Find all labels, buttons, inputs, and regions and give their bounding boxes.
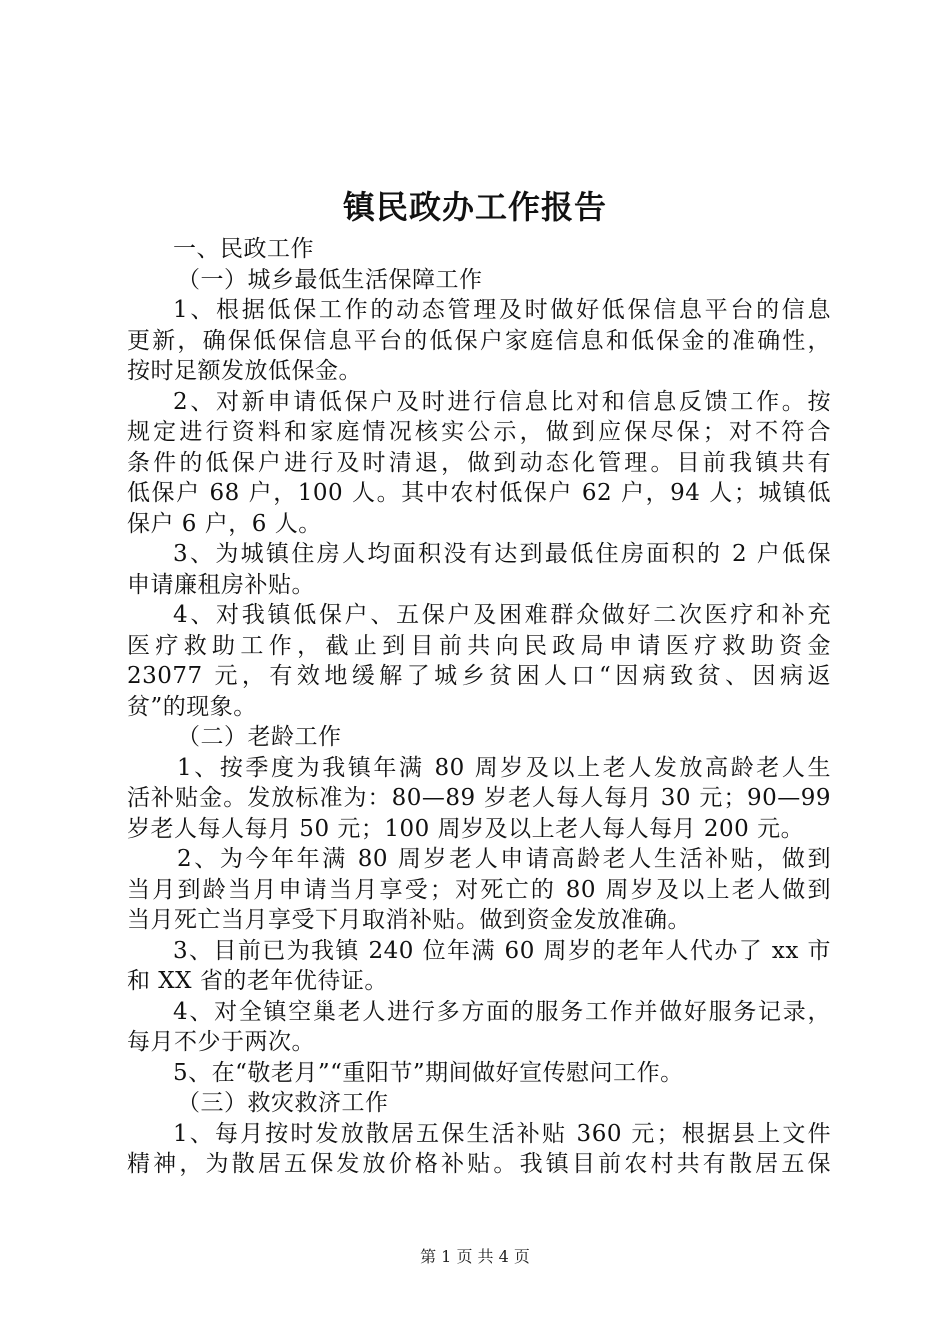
text-line: 贫”的现象。 <box>127 693 257 720</box>
document-body <box>127 234 831 1180</box>
text-line: 条件的低保户进行及时清退，做到动态化管理。目前我镇共有 <box>127 449 831 476</box>
text-line: 2、为今年年满 80 周岁老人申请高龄老人生活补贴，做到 <box>177 846 831 872</box>
text-line: 1、根据低保工作的动态管理及时做好低保信息平台的信息 <box>173 297 831 323</box>
text-line: （三）救灾救济工作 <box>177 1090 389 1116</box>
text-line: 和 XX 省的老年优待证。 <box>127 968 388 994</box>
page-footer: 第 1 页 共 4 页 <box>420 1247 530 1266</box>
text-line: 1、按季度为我镇年满 80 周岁及以上老人发放高龄老人生 <box>177 754 831 781</box>
text-line: 1、每月按时发放散居五保生活补贴 360 元；根据县上文件 <box>173 1120 831 1147</box>
document-title: 镇民政办工作报告 <box>342 188 607 226</box>
text-line: 保户 6 户，6 人。 <box>127 510 322 537</box>
text-line: 4、对全镇空巢老人进行多方面的服务工作并做好服务记录， <box>173 998 831 1025</box>
text-line: 23077 元，有效地缓解了城乡贫困人口“因病致贫、因病返 <box>127 663 831 689</box>
text-line: 申请廉租房补贴。 <box>127 571 315 598</box>
text-line: 3、为城镇住房人均面积没有达到最低住房面积的 2 户低保 <box>173 541 831 567</box>
text-line: 每月不少于两次。 <box>127 1029 315 1055</box>
text-line: 当月死亡当月享受下月取消补贴。做到资金发放准确。 <box>127 907 691 933</box>
text-line: 岁老人每人每月 50 元；100 周岁及以上老人每人每月 200 元。 <box>127 815 805 842</box>
text-line: 活补贴金。发放标准为：80—89 岁老人每人每月 30 元；90—99 <box>127 785 831 811</box>
text-line: 2、对新申请低保户及时进行信息比对和信息反馈工作。按 <box>173 388 831 415</box>
text-line: 精神，为散居五保发放价格补贴。我镇目前农村共有散居五保 <box>127 1151 831 1177</box>
text-line: （一）城乡最低生活保障工作 <box>177 266 483 293</box>
text-line: 3、目前已为我镇 240 位年满 60 周岁的老年人代办了 xx 市 <box>173 937 831 964</box>
text-line: （二）老龄工作 <box>177 724 342 750</box>
text-line: 一、民政工作 <box>173 236 314 262</box>
text-line: 医疗救助工作，截止到目前共向民政局申请医疗救助资金 <box>127 632 831 659</box>
text-line: 规定进行资料和家庭情况核实公示，做到应保尽保；对不符合 <box>127 419 831 445</box>
text-line: 更新，确保低保信息平台的低保户家庭信息和低保金的准确性， <box>127 327 831 354</box>
text-line: 按时足额发放低保金。 <box>127 358 362 384</box>
text-line: 当月到龄当月申请当月享受；对死亡的 80 周岁及以上老人做到 <box>127 876 831 903</box>
text-line: 低保户 68 户，100 人。其中农村低保户 62 户，94 人；城镇低 <box>127 480 831 506</box>
text-line: 4、对我镇低保户、五保户及困难群众做好二次医疗和补充 <box>173 602 831 628</box>
text-line: 5、在“敬老月”“重阳节”期间做好宣传慰问工作。 <box>173 1059 684 1086</box>
